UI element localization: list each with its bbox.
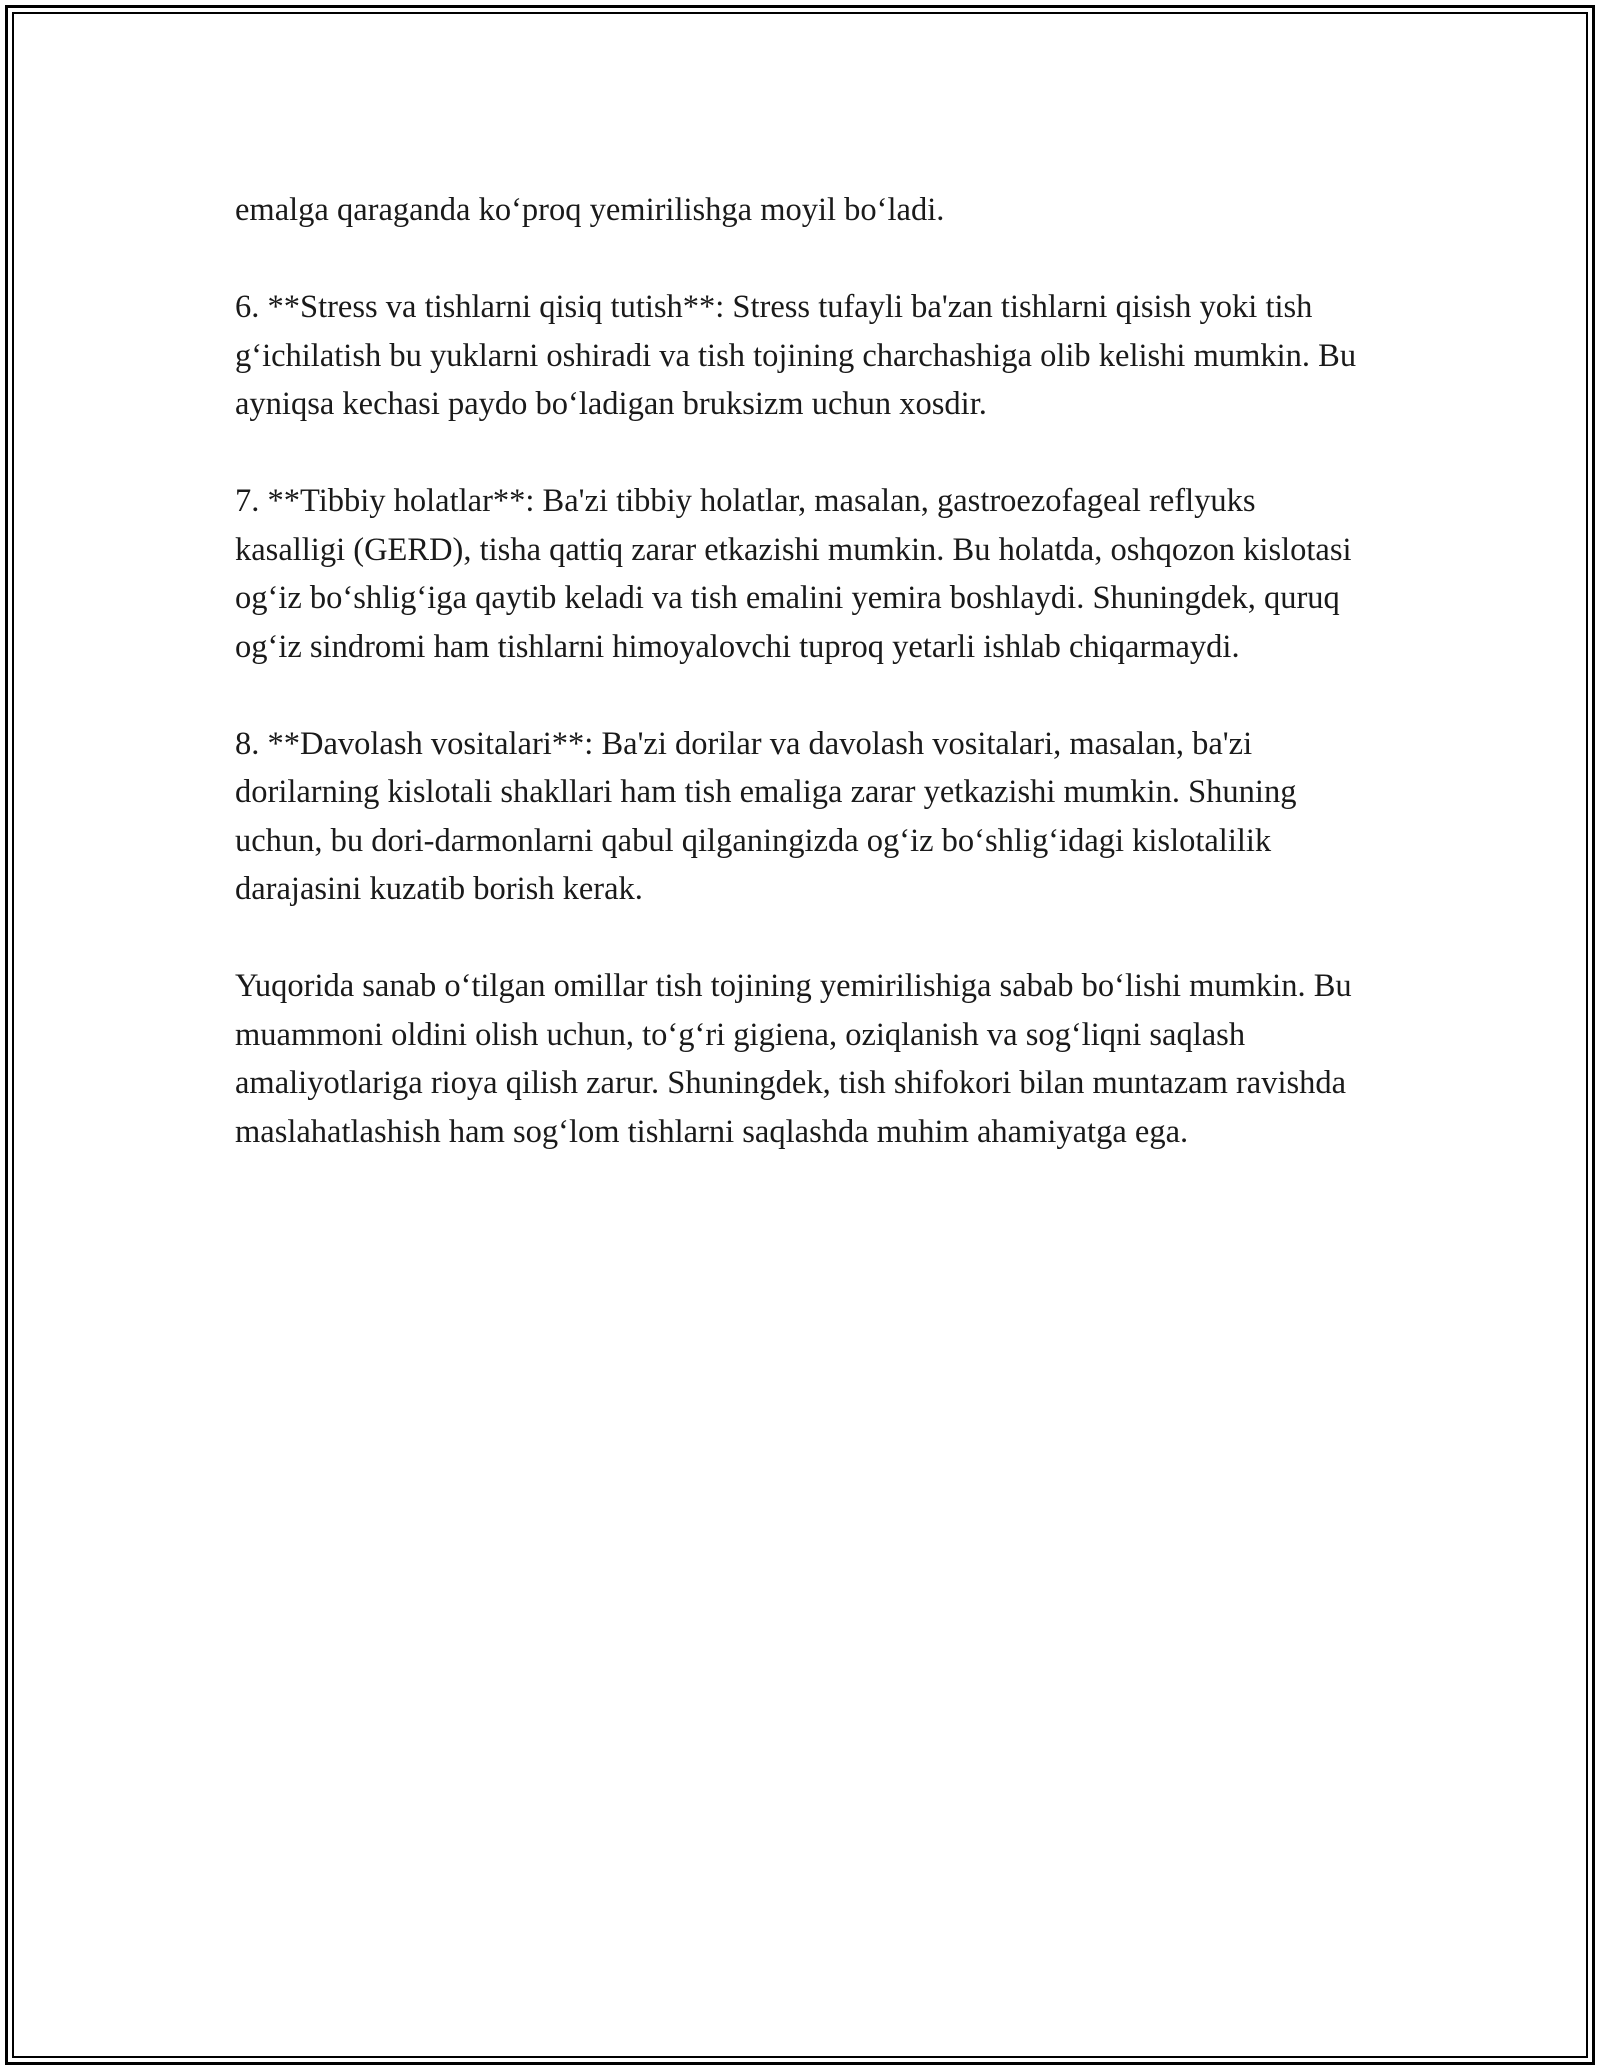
paragraph-item-6-stress: 6. **Stress va tishlarni qisiq tutish**: Stress tufayli ba'zan tishlarni qisish yoki tish g‘ichilatish bu yuklarni oshiradi va tish tojining charchashiga olib kelishi mumkin. Bu ayniqsa kechasi paydo bo‘ladigan bruksizm uchun xosdir. <box>235 289 1357 422</box>
paragraph-conclusion: Yuqorida sanab o‘tilgan omillar tish tojining yemirilishiga sabab bo‘lishi mumkin. Bu muammoni oldini olish uchun, to‘g‘ri gigiena, oziqlanish va sog‘liqni saqlash amaliyotlariga rioya qilish zarur. Shuningdek, tish shifokori bilan muntazam ravishda maslahatlashish ham sog‘lom tishlarni saqlashda muhim ahamiyatga ega. <box>235 968 1352 1150</box>
paragraph-item-7-medical-conditions: 7. **Tibbiy holatlar**: Ba'zi tibbiy holatlar, masalan, gastroezofageal reflyuks kasalligi (GERD), tisha qattiq zarar etkazishi mumkin. Bu holatda, oshqozon kislotasi og‘iz bo‘shlig‘iga qaytib keladi va tish emalini yemira boshlaydi. Shuningdek, quruq og‘iz sindromi ham tishlarni himoyalovchi tuproq yetarli ishlab chiqarmaydi. <box>235 483 1352 665</box>
paragraph-item-8-treatment-means: 8. **Davolash vositalari**: Ba'zi dorilar va davolash vositalari, masalan, ba'zi dorilarning kislotali shakllari ham tish emaliga zarar yetkazishi mumkin. Shuning uchun, bu dori-darmonlarni qabul qilganingizda og‘iz bo‘shlig‘idagi kislotalilik darajasini kuzatib borish kerak. <box>235 725 1297 907</box>
document-body <box>235 186 1365 1205</box>
paragraph-continuation: emalga qaraganda ko‘proq yemirilishga moyil bo‘ladi. <box>235 192 945 228</box>
